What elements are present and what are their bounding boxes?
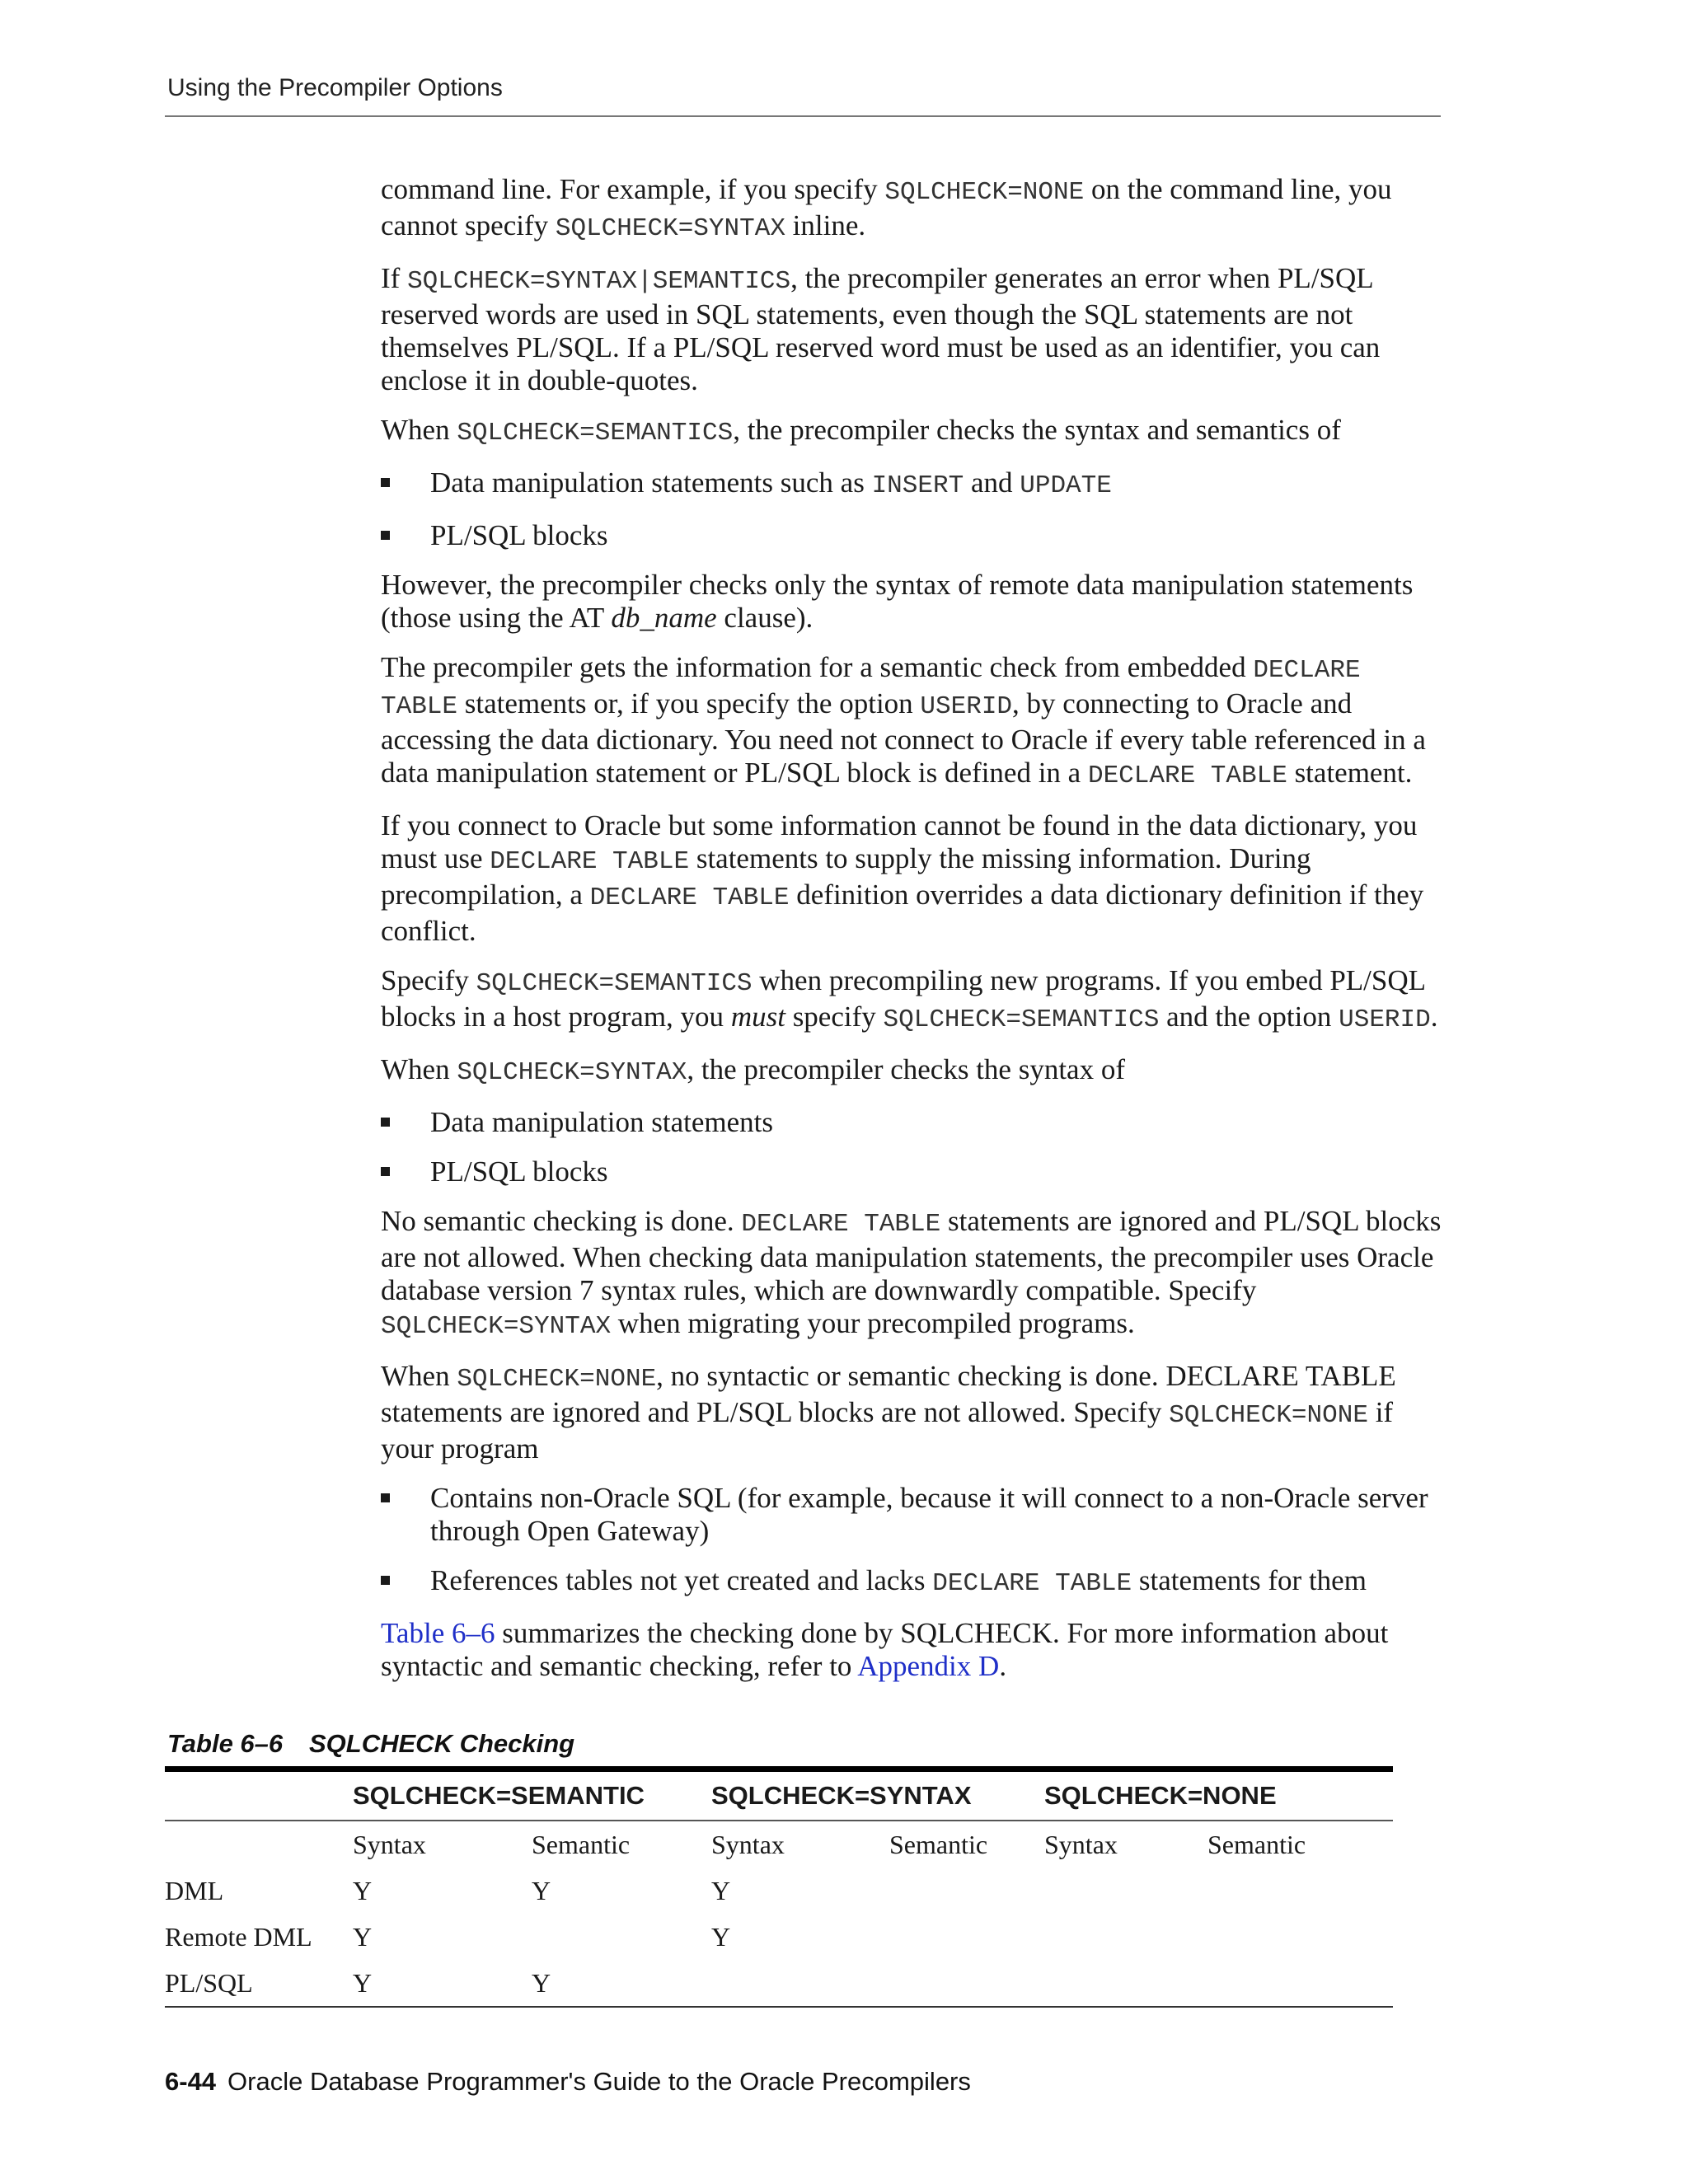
table-cell: Y — [353, 1968, 373, 1998]
column-subheader: Syntax — [1044, 1830, 1118, 1859]
paragraph: When SQLCHECK=SYNTAX, the precompiler checks the syntax of — [381, 1053, 1125, 1087]
table-cell: Y — [711, 1922, 731, 1952]
table-title: SQLCHECK Checking — [309, 1729, 575, 1758]
paragraph: The precompiler gets the information for a semantic check from embedded DECLARE TABLE statements or, if you specify the option USERID, by connecting to Oracle and accessing the data dictionary. You need not connect to Oracle if every table referenced in a data manipulation statement or PL/SQL block is defined in a DECLARE TABLE statement. — [381, 651, 1426, 790]
column-subheader: Semantic — [1207, 1830, 1306, 1859]
list-item: PL/SQL blocks — [381, 1155, 1448, 1188]
column-subheader: Syntax — [353, 1830, 426, 1859]
row-label: Remote DML — [165, 1922, 312, 1952]
sqlcheck-table — [165, 1766, 1393, 2008]
table-cell: Y — [711, 1876, 731, 1905]
bullet-icon — [381, 1118, 390, 1127]
bullet-icon — [381, 1576, 390, 1585]
list-item: References tables not yet created and lacks DECLARE TABLE statements for them — [381, 1564, 1448, 1601]
paragraph: command line. For example, if you specify SQLCHECK=NONE on the command line, you cannot specify SQLCHECK=SYNTAX inline. — [381, 173, 1392, 243]
table-cell: Y — [532, 1876, 551, 1905]
bullet-icon — [381, 1167, 390, 1176]
table-number: Table 6–6 — [167, 1729, 284, 1758]
table-cell: Y — [532, 1968, 551, 1998]
page-footer — [165, 2067, 971, 2097]
running-header: Using the Precompiler Options — [167, 74, 503, 101]
column-subheader: Syntax — [711, 1830, 785, 1859]
appendix-d-link[interactable]: Appendix D — [857, 1650, 1000, 1682]
bullet-icon — [381, 1493, 390, 1502]
row-label: PL/SQL — [165, 1968, 253, 1998]
header-rule — [165, 115, 1441, 117]
paragraph: Specify SQLCHECK=SEMANTICS when precompiling new programs. If you embed PL/SQL blocks in a host program, you must specify SQLCHECK=SEMANTICS and the option USERID. — [381, 964, 1438, 1034]
table-row — [165, 1960, 1393, 2008]
list-item: Data manipulation statements such as INSERT and UPDATE — [381, 466, 1448, 503]
paragraph: When SQLCHECK=NONE, no syntactic or semantic checking is done. DECLARE TABLE statements are ignored and PL/SQL blocks are not allowed. Specify SQLCHECK=NONE if your program — [381, 1360, 1396, 1465]
row-label: DML — [165, 1876, 224, 1905]
bullet-icon — [381, 478, 390, 487]
paragraph: However, the precompiler checks only the syntax of remote data manipulation statements (those using the AT db_name clause). — [381, 569, 1414, 634]
column-subheader: Semantic — [889, 1830, 988, 1859]
column-group-header: SQLCHECK=NONE — [1044, 1781, 1277, 1810]
column-subheader: Semantic — [532, 1830, 631, 1859]
book-title: Oracle Database Programmer's Guide to the Oracle Precompilers — [227, 2067, 971, 2096]
table-header-row — [165, 1772, 1393, 1821]
column-group-header: SQLCHECK=SYNTAX — [711, 1781, 972, 1810]
bullet-list — [381, 1106, 1448, 1188]
bullet-icon — [381, 531, 390, 540]
list-item: Contains non-Oracle SQL (for example, because it will connect to a non-Oracle server through Open Gateway) — [381, 1482, 1448, 1548]
bullet-list — [381, 1482, 1448, 1601]
list-item: Data manipulation statements — [381, 1106, 1448, 1139]
table-caption — [167, 1729, 574, 1759]
table-cell: Y — [353, 1922, 373, 1952]
table-cell: Y — [353, 1876, 373, 1905]
column-group-header: SQLCHECK=SEMANTIC — [353, 1781, 645, 1810]
table-6-6-link[interactable]: Table 6–6 — [381, 1617, 495, 1649]
body-text — [381, 173, 1448, 1699]
table-subheader-row — [165, 1821, 1393, 1868]
paragraph: If you connect to Oracle but some information cannot be found in the data dictionary, you must use DECLARE TABLE statements to supply the missing information. During precompilation, a DECLARE TABLE definition overrides a data dictionary definition if they conflict. — [381, 809, 1424, 947]
bullet-list — [381, 466, 1448, 552]
paragraph: No semantic checking is done. DECLARE TABLE statements are ignored and PL/SQL blocks are not allowed. When checking data manipulation statements, the precompiler uses Oracle database version 7 syntax rules, which are downwardly compatible. Specify SQLCHECK=SYNTAX when migrating your precompiled programs. — [381, 1205, 1442, 1341]
table-row — [165, 1914, 1393, 1960]
paragraph: When SQLCHECK=SEMANTICS, the precompiler checks the syntax and semantics of — [381, 414, 1341, 448]
paragraph: If SQLCHECK=SYNTAX|SEMANTICS, the precompiler generates an error when PL/SQL reserved words are used in SQL statements, even though the SQL statements are not themselves PL/SQL. If a PL/SQL reserved word must be used as an identifier, you can enclose it in double-quotes. — [381, 262, 1381, 396]
table-row — [165, 1868, 1393, 1914]
list-item: PL/SQL blocks — [381, 519, 1448, 552]
page-number: 6-44 — [165, 2067, 217, 2096]
paragraph: Table 6–6 summarizes the checking done by SQLCHECK. For more information about syntactic and semantic checking, refer to Appendix D. — [381, 1617, 1389, 1682]
